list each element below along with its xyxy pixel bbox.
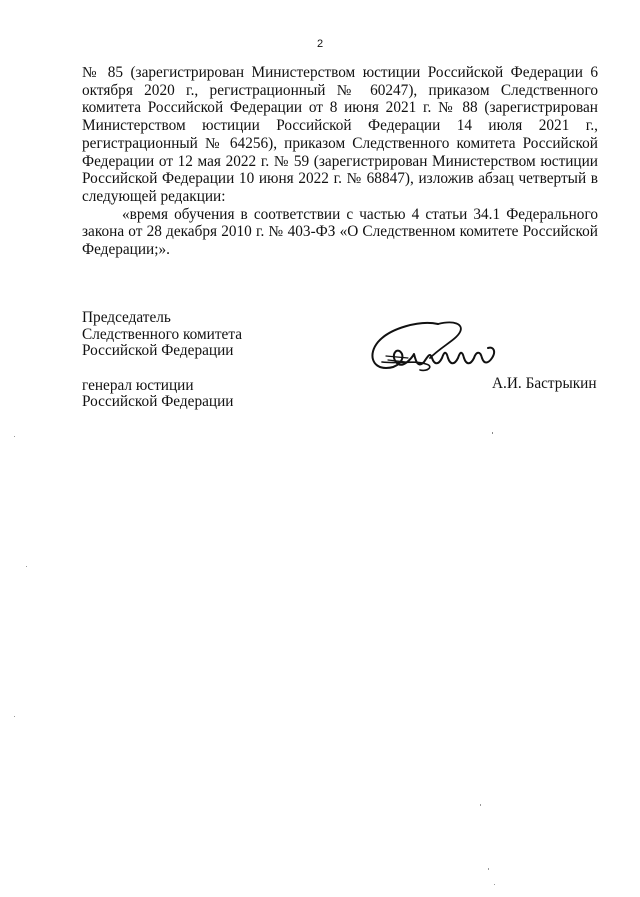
paragraph-new-wording: «время обучения в соответствии с частью 4 статьи 34.1 Федерального закона от 28 декабря 2010 г. № 403-ФЗ «О Следственном комитете Российской Федерации;». xyxy=(82,205,598,259)
signatory-position-line-2: Следственного комитета xyxy=(82,325,243,343)
signatory-position-line-3: Российской Федерации xyxy=(82,342,234,359)
scan-speck xyxy=(26,566,27,567)
scan-speck xyxy=(488,868,489,870)
signatory-rank-line-1: генерал юстиции xyxy=(82,376,194,394)
scan-speck xyxy=(492,432,493,434)
scan-speck xyxy=(14,716,15,717)
scan-speck xyxy=(494,884,495,885)
page-number: 2 xyxy=(316,38,324,50)
signatory-rank-line-2: Российской Федерации xyxy=(82,393,234,410)
scan-speck xyxy=(14,436,15,437)
paragraph-amendment-list: № 85 (зарегистрирован Министерством юстиции Российской Федерации 6 октября 2020 г., регистрационный № 60247), приказом Следственного комитета Российской Федерации от 8 июня 2021 г. № 88 (зарегистрирован Министерством юстиции Российской Федерации 14 июля 2021 г., регистрационный № 64256), приказом Следственного комитета Российской Федерации от 12 мая 2022 г. № 59 (зарегистрирован Министерством юстиции Российской Федерации 10 июня 2022 г. № 68847), изложив абзац четвертый в следующей редакции: xyxy=(82,64,598,205)
scan-speck xyxy=(480,804,481,806)
signatory-name: А.И. Бастрыкин xyxy=(492,375,597,392)
signatory-position-line-1: Председатель xyxy=(82,309,171,326)
